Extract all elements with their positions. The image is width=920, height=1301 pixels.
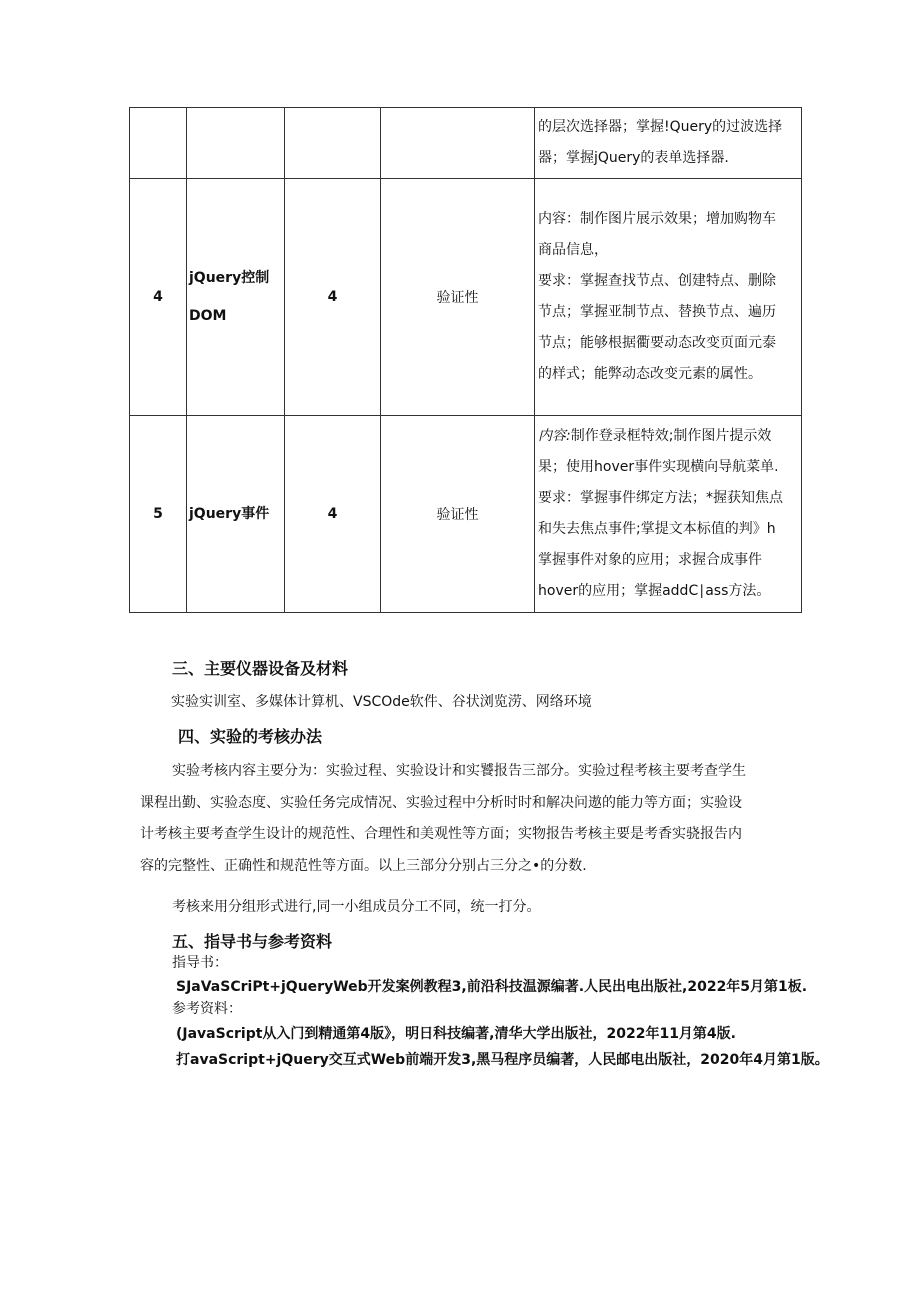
ref-label: 参考资料： [172,1001,242,1017]
section4-heading: 四、实验的考核办法 [178,727,323,746]
cell-name [187,179,285,416]
section5-heading: 五、指导书与参考资料 [172,932,333,951]
cell-name [187,416,285,613]
desc-line: 的样式；能弊动态改变元素的属性。 [538,366,762,382]
cell-type [381,108,535,179]
experiment-table [129,107,802,613]
desc-line: 节点；能够根据衢要动态改变页面元泰 [538,335,776,351]
cell-hours: 4 [285,179,381,416]
desc-line: 器；掌握jQuery的表单选择器. [538,150,729,166]
ref-item: (JavaScript从入门到精通第4版》，明日科技编著,清华大学出版社，2022年11月第4版. [176,1026,736,1042]
cell-hours: 4 [285,416,381,613]
cell-name [187,108,285,179]
desc-line: hover的应用；掌握addC∣ass方法。 [538,583,771,599]
name-line: jQuery事件 [189,506,270,522]
table-row [130,416,802,613]
para-line: 容的完整性、正确性和规范性等方面。以上三部分分别占三分之•的分数. [140,857,587,874]
cell-desc [535,416,802,613]
section3-heading: 三、主要仪器设备及材料 [172,659,349,678]
cell-desc [535,108,802,179]
cell-type: 验证性 [381,179,535,416]
desc-line-text: 制作登录框特效;制作图片提示效 [570,428,772,444]
desc-italic-prefix: 内容: [538,428,571,444]
guide-label: 指导书： [172,955,228,971]
desc-line: 掌握事件对象的应用；求握合成事件 [538,552,762,568]
desc-line: 的层次选择器；掌握!Query的过波选择 [538,119,783,135]
desc-line: 要求：掌握查找节点、创建特点、删除 [538,273,776,289]
cell-num [130,108,187,179]
section4-paragraph [140,756,804,882]
cell-type: 验证性 [381,416,535,613]
cell-num: 4 [130,179,187,416]
name-line: jQuery控制 [189,270,270,286]
table-row [130,179,802,416]
name-line: DOM [189,308,227,324]
para-line: 实验考核内容主要分为：实验过程、实验设计和实饕报告三部分。实验过程考核主要考查学生 [172,763,746,779]
cell-hours [285,108,381,179]
ref-item: 打avaScript+jQuery交互式Web前端开发3,黑马程序员编著，人民邮电出版社，2020年4月第1版。 [176,1052,829,1068]
desc-line: 要求：掌握事件绑定方法；*握获知焦点 [538,490,783,506]
desc-line: 商品信息， [538,242,608,258]
cell-num: 5 [130,416,187,613]
cell-desc [535,179,802,416]
desc-line: 果；使用hover事件实现横向导航菜单. [538,459,779,475]
section4-paragraph2: 考核来用分组形式进行,同一小组成员分工不同，统一打分。 [172,899,541,915]
para-line: 计考核主要考查学生设计的规范性、合理性和美观性等方面；实物报告考核主要是考香实骁报告内 [140,826,742,842]
desc-line [538,421,799,452]
desc-line: 和失去焦点事件;掌提文本标值的判》h [538,521,776,537]
section3-text: 实验实训室、多媒体计算机、VSCOde软件、谷状浏览涝、网络环境 [171,694,592,710]
para-line: 课程出勤、实验态度、实验任务完成情况、实验过程中分析时时和解决问遨的能力等方面；实验设 [140,794,742,811]
guide-item: SJaVaSCriPt+jQueryWeb开发案例教程3,前沿科技温源编著.人民出电出版社,2022年5月第1板. [176,979,808,995]
desc-line: 节点；掌握亚制节点、替换节点、遍历 [538,304,776,320]
desc-line: 内容：制作图片展示效果；增加购物车 [538,211,776,227]
table-row [130,108,802,179]
